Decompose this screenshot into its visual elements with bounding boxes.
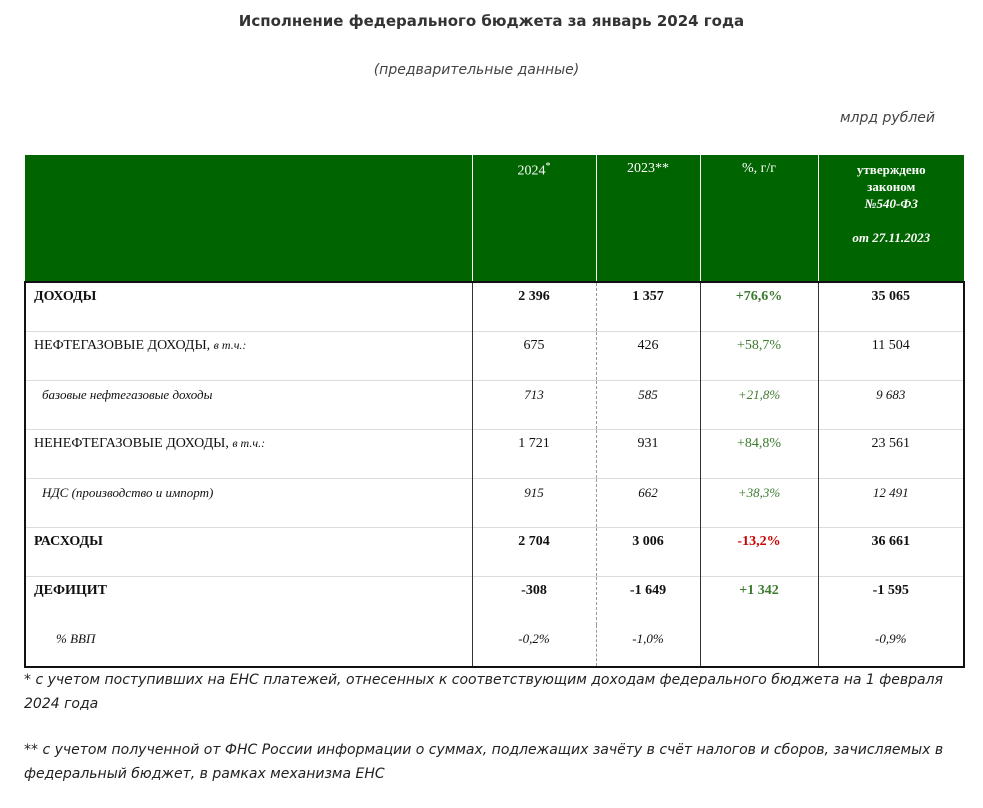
cell-law: 35 065 bbox=[818, 282, 964, 331]
cell-2023: 1 357 bbox=[596, 282, 700, 331]
cell-2024: 915 bbox=[472, 478, 596, 527]
cell-2024: 675 bbox=[472, 331, 596, 380]
table-row-non-oil-gas bbox=[25, 429, 964, 478]
table-header-row bbox=[25, 155, 964, 282]
units-label: млрд рублей bbox=[840, 110, 935, 126]
row-label: ДЕФИЦИТ bbox=[25, 576, 472, 625]
cell-2024: -308 bbox=[472, 576, 596, 625]
header-pct: %, г/г bbox=[700, 155, 818, 282]
cell-pct: +84,8% bbox=[700, 429, 818, 478]
page-subtitle: (предварительные данные) bbox=[373, 62, 580, 78]
cell-pct: +21,8% bbox=[700, 380, 818, 429]
cell-pct: +58,7% bbox=[700, 331, 818, 380]
header-approved: утверждено законом №540-ФЗ от 27.11.2023 bbox=[818, 155, 964, 282]
cell-pct: +76,6% bbox=[700, 282, 818, 331]
header-label-cell bbox=[25, 155, 472, 282]
cell-2023: 585 bbox=[596, 380, 700, 429]
row-label: РАСХОДЫ bbox=[25, 527, 472, 576]
page-title: Исполнение федерального бюджета за январь 2024 года bbox=[238, 12, 745, 30]
budget-table bbox=[24, 155, 965, 668]
cell-2023: 662 bbox=[596, 478, 700, 527]
cell-2024: 1 721 bbox=[472, 429, 596, 478]
footnote-1: * с учетом поступивших на ЕНС платежей, отнесенных к соответствующим доходам федерального бюджета на 1 февраля 2024 года bbox=[24, 672, 943, 712]
cell-2024: 2 396 bbox=[472, 282, 596, 331]
table-row-base-oil-gas bbox=[25, 380, 964, 429]
cell-law: 9 683 bbox=[818, 380, 964, 429]
cell-law: 12 491 bbox=[818, 478, 964, 527]
cell-2023: -1,0% bbox=[596, 625, 700, 667]
cell-law: -1 595 bbox=[818, 576, 964, 625]
cell-2024: -0,2% bbox=[472, 625, 596, 667]
row-label: ДОХОДЫ bbox=[25, 282, 472, 331]
cell-2023: 3 006 bbox=[596, 527, 700, 576]
table-row-vat bbox=[25, 478, 964, 527]
row-label: базовые нефтегазовые доходы bbox=[25, 380, 472, 429]
cell-pct bbox=[700, 625, 818, 667]
footnote-2: ** с учетом полученной от ФНС России информации о суммах, подлежащих зачёту в счёт налогов и сборов, зачисляемых в федеральный бюджет, в рамках механизма ЕНС bbox=[24, 742, 944, 782]
cell-law: 11 504 bbox=[818, 331, 964, 380]
table-row-oil-gas bbox=[25, 331, 964, 380]
cell-law: -0,9% bbox=[818, 625, 964, 667]
cell-pct: -13,2% bbox=[700, 527, 818, 576]
cell-2023: 931 bbox=[596, 429, 700, 478]
row-label: НЕФТЕГАЗОВЫЕ ДОХОДЫ, в т.ч.: bbox=[25, 331, 472, 380]
cell-2024: 2 704 bbox=[472, 527, 596, 576]
header-2023: 2023** bbox=[596, 155, 700, 282]
table-row-deficit bbox=[25, 576, 964, 625]
row-label: НДС (производство и импорт) bbox=[25, 478, 472, 527]
table-row-expenditures bbox=[25, 527, 964, 576]
cell-pct: +38,3% bbox=[700, 478, 818, 527]
table-row-gdp-share bbox=[25, 625, 964, 667]
cell-2024: 713 bbox=[472, 380, 596, 429]
table-row-revenues bbox=[25, 282, 964, 331]
footnotes bbox=[24, 668, 959, 808]
cell-2023: 426 bbox=[596, 331, 700, 380]
header-2024: 2024* bbox=[472, 155, 596, 282]
cell-law: 36 661 bbox=[818, 527, 964, 576]
row-label: % ВВП bbox=[25, 625, 472, 667]
cell-2023: -1 649 bbox=[596, 576, 700, 625]
cell-law: 23 561 bbox=[818, 429, 964, 478]
row-label: НЕНЕФТЕГАЗОВЫЕ ДОХОДЫ, в т.ч.: bbox=[25, 429, 472, 478]
cell-pct: +1 342 bbox=[700, 576, 818, 625]
